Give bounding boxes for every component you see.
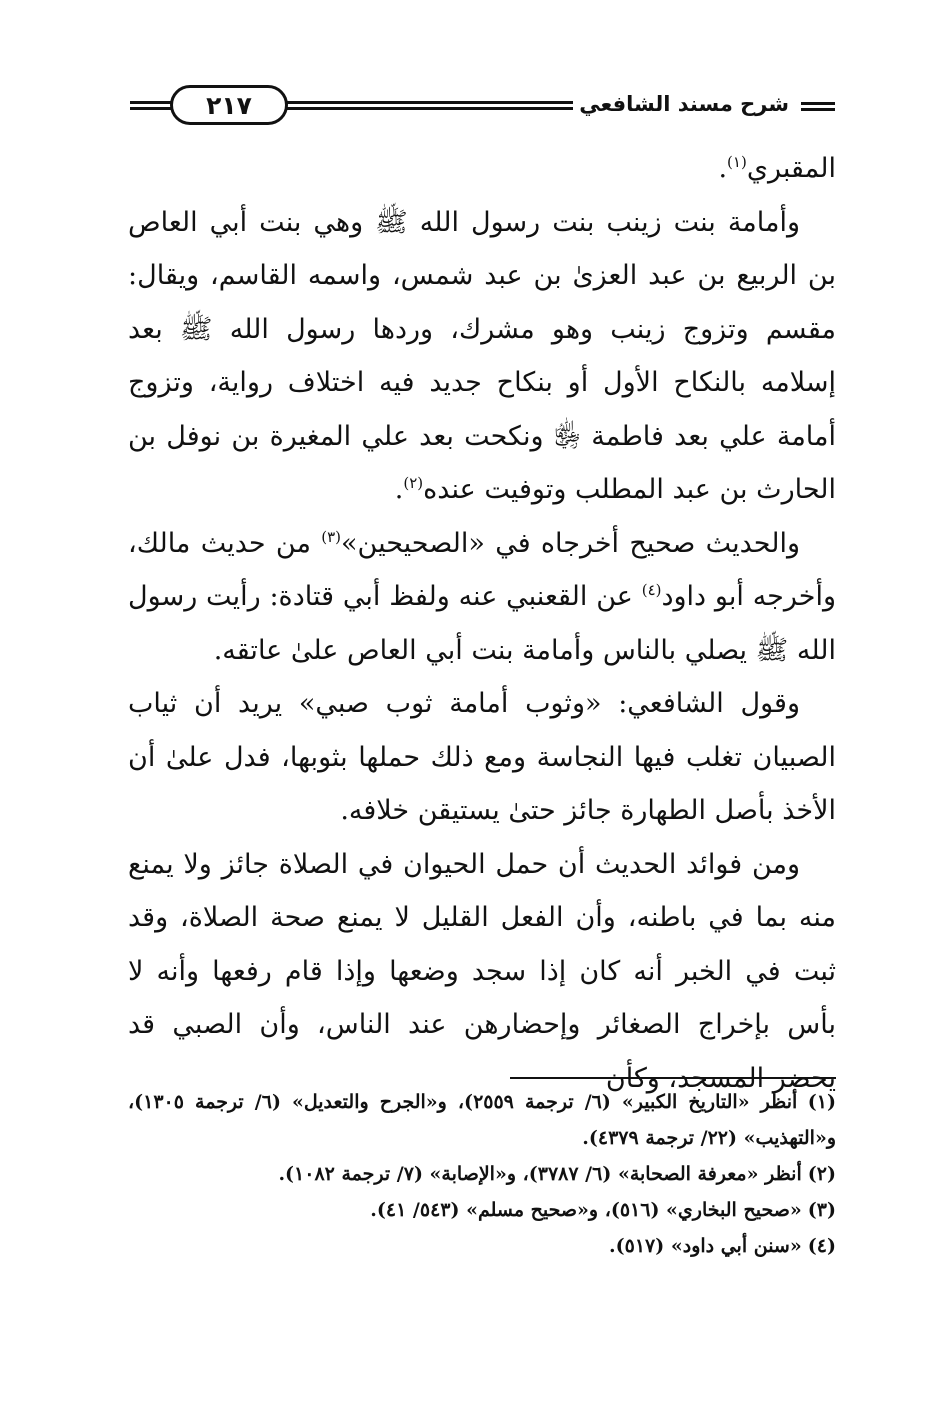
page-number-frame [170,85,288,125]
footnote-number: (٤) [807,1235,836,1257]
paragraph-text: عن القعنبي عنه ولفظ أبي قتادة: رأيت رسول الله ﷺ يصلي بالناس وأمامة بنت أبي العاص علىٰ عاتقه. [128,581,836,666]
paragraph-text: وقول الشافعي: «وثوب أمامة ثوب صبي» يريد أن ثياب الصبيان تغلب فيها النجاسة ومع ذلك حملها بثوبها، فدل علىٰ أن الأخذ بأصل الطهارة جائز حتىٰ يستيقن خلافه. [128,688,836,826]
footnote-number: (٣) [807,1199,836,1221]
footnote-4 [128,1228,836,1264]
footnote-ref[interactable]: (٢) [403,474,424,492]
footnote-text: أنظر «التاريخ الكبير» (٦/ ترجمة ٢٥٥٩)، و«الجرح والتعديل» (٦/ ترجمة ١٣٠٥)، و«التهذيب» (٢٢/ ترجمة ٤٣٧٩). [128,1091,836,1149]
footnote-separator [510,1077,836,1079]
paragraph-text: المقبري [746,153,836,184]
paragraph-tail: . [718,153,728,184]
footnote-ref[interactable]: (٣) [321,527,341,546]
paragraph-3 [128,517,836,678]
footnotes [128,1084,836,1264]
footnote-text: «صحيح البخاري» (٥١٦)، و«صحيح مسلم» (٥٤٣/ ٤١). [370,1199,802,1221]
footnote-ref[interactable]: (١) [727,153,747,171]
paragraph-4 [128,677,836,838]
paragraph-5 [128,838,836,1106]
header-ornament [801,102,835,114]
footnote-number: (٢) [807,1163,836,1185]
footnote-text: «سنن أبي داود» (٥١٧). [609,1235,802,1257]
paragraph-text: ومن فوائد الحديث أن حمل الحيوان في الصلاة جائز ولا يمنع منه بما في باطنه، وأن الفعل القليل لا يمنع صحة الصلاة، وقد ثبت في الخبر أنه كان إذا سجد وضعها وإذا قام رفعها وأنه لا بأس بإخراج الصغائر وإحضارهن عند الناس، وأن الصبي قد يحضر المسجد، وكأن [128,848,836,1094]
footnote-3 [128,1192,836,1228]
footnote-1 [128,1084,836,1156]
footnote-number: (١) [807,1091,836,1113]
paragraph-text: من حديث مالك، وأخرجه أبو داود [128,527,836,612]
page-number: ٢١٧ [206,90,252,120]
book-title: شرح مسند الشافعي [573,92,795,116]
paragraph-text: وأمامة بنت زينب بنت رسول الله ﷺ وهي بنت أبي العاص بن الربيع بن عبد العزىٰ بن عبد شمس، واسمه القاسم، ويقال: مقسم وتزوج زينب وهو مشرك، وردها رسول الله ﷺ بعد إسلامه بالنكاح الأول أو بنكاح جديد فيه اختلاف رواية، وتزوج أمامة علي بعد فاطمة ﵂ ونكحت بعد علي المغيرة بن نوفل بن الحارث بن عبد المطلب وتوفيت عنده [128,206,836,505]
footnote-2 [128,1156,836,1192]
paragraph-1 [128,142,836,196]
main-text [128,142,836,1105]
paragraph-2 [128,196,836,517]
paragraph-tail: . [394,474,404,505]
footnote-ref[interactable]: (٤) [641,581,662,599]
paragraph-text: والحديث صحيح أخرجاه في «الصحيحين» [341,527,800,559]
running-head [130,82,835,138]
footnote-text: أنظر «معرفة الصحابة» (٦/ ٣٧٨٧)، و«الإصابة» (٧/ ترجمة ١٠٨٢). [278,1163,802,1185]
